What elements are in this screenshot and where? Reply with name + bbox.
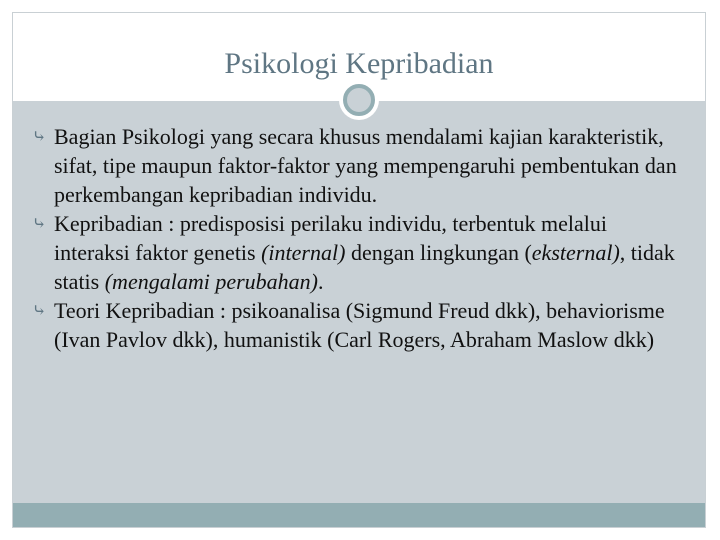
bullet-list bbox=[30, 122, 680, 354]
slide-title: Psikologi Kepribadian bbox=[224, 47, 494, 80]
bullet-text-italic: (mengalami perubahan) bbox=[104, 269, 318, 294]
bullet-item bbox=[30, 296, 680, 354]
bullet-arrow-icon: ⤷ bbox=[32, 127, 47, 146]
bullet-arrow-icon: ⤷ bbox=[32, 301, 47, 320]
bullet-text-segment: dengan lingkungan ( bbox=[345, 240, 532, 265]
circle-ornament bbox=[339, 80, 379, 120]
bullet-text-segment: Kepribadian : predisposisi perilaku individu, terbentuk melalui interaksi faktor genetis bbox=[54, 211, 607, 265]
bullet-text: Teori Kepribadian : psikoanalisa (Sigmund Freud dkk), behaviorisme (Ivan Pavlov dkk), humanistik (Carl Rogers, Abraham Maslow dkk) bbox=[54, 298, 665, 352]
bullet-text-segment: , tidak statis bbox=[54, 240, 675, 294]
footer-bar bbox=[13, 503, 705, 527]
ring-icon bbox=[343, 84, 375, 116]
bullet-item bbox=[30, 122, 680, 209]
bullet-arrow-icon: ⤷ bbox=[32, 214, 47, 233]
bullet-text: Bagian Psikologi yang secara khusus mendalami kajian karakteristik, sifat, tipe maupun faktor-faktor yang mempengaruhi pembentukan dan perkembangan kepribadian individu. bbox=[54, 124, 677, 207]
bullet-text bbox=[54, 211, 675, 294]
bullet-text-italic: (internal) bbox=[261, 240, 346, 265]
bullet-text-segment: . bbox=[317, 269, 324, 294]
bullet-item bbox=[30, 209, 680, 296]
bullet-text-italic: eksternal) bbox=[531, 240, 620, 265]
